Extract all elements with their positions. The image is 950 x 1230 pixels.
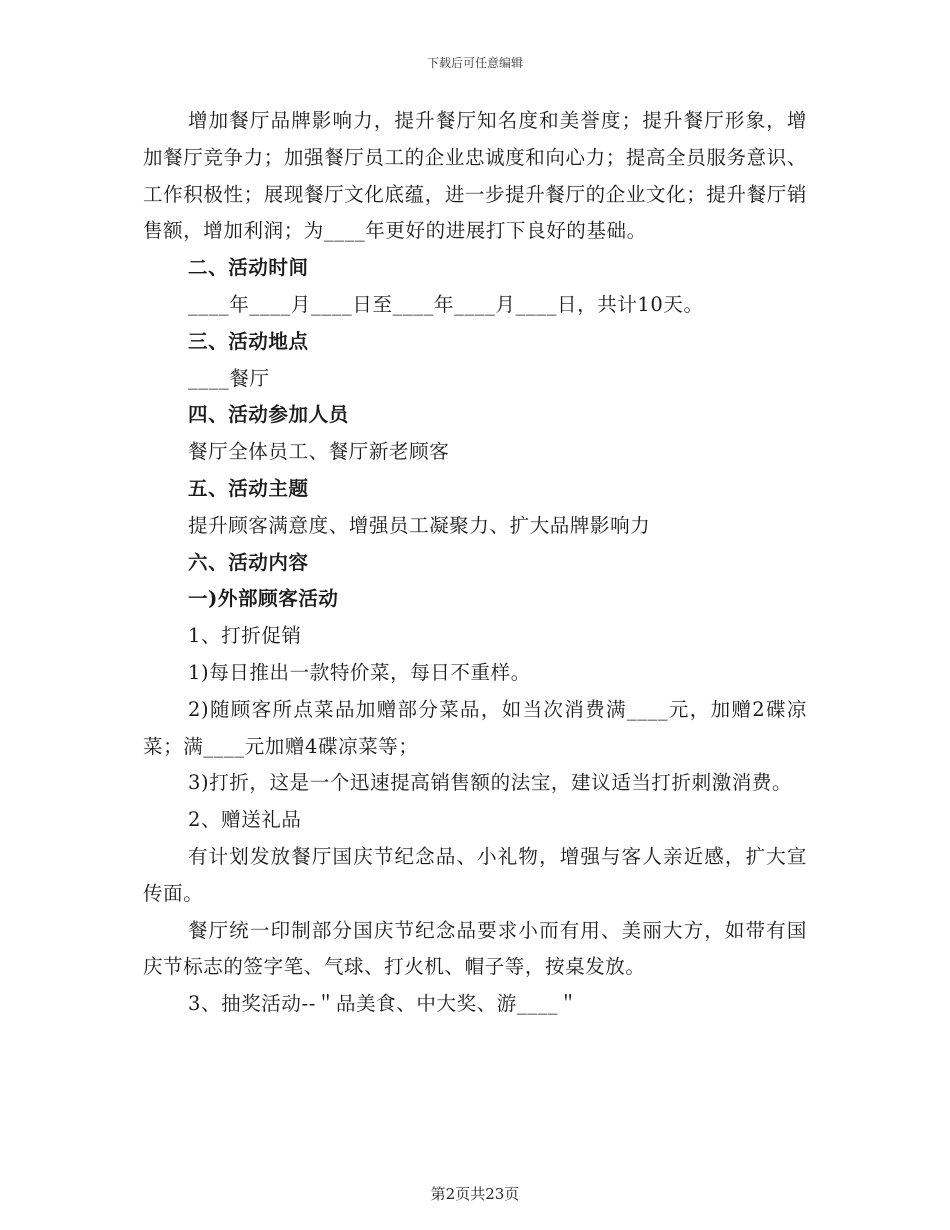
item-1-heading: 1、打折促销 <box>188 624 302 648</box>
section-6-subheading: 一)外部顾客活动 <box>188 587 339 611</box>
item-1-point-b: 2)随顾客所点菜品加赠部分菜品，如当次消费满____元，加赠2碟凉菜；满____元加赠4碟凉菜等； <box>143 697 807 758</box>
item-2-paragraph-b: 餐厅统一印制部分国庆节纪念品要求小而有用、美丽大方，如带有国庆节标志的签字笔、气球、打火机、帽子等，按桌发放。 <box>143 918 807 979</box>
section-4-heading: 四、活动参加人员 <box>188 403 349 427</box>
section-5-text: 提升顾客满意度、增强员工凝聚力、扩大品牌影响力 <box>188 513 651 537</box>
item-2-heading: 2、赠送礼品 <box>188 808 302 832</box>
section-4-text: 餐厅全体员工、餐厅新老顾客 <box>188 440 450 464</box>
item-1-point-a: 1)每日推出一款特价菜，每日不重样。 <box>188 660 531 684</box>
intro-paragraph: 增加餐厅品牌影响力，提升餐厅知名度和美誉度；提升餐厅形象，增加餐厅竞争力；加强餐厅员工的企业忠诚度和向心力；提高全员服务意识、工作积极性；展现餐厅文化底蕴，进一步提升餐厅的企业文化；提升餐厅销售额，增加利润；为____年更好的进展打下良好的基础。 <box>143 109 807 243</box>
page-footer-number: 第2页共23页 <box>430 1185 520 1203</box>
section-2-heading: 二、活动时间 <box>188 256 309 280</box>
item-3-heading: 3、抽奖活动--＂品美食、中大奖、游____＂ <box>188 992 579 1016</box>
section-3-text: ____餐厅 <box>188 366 270 390</box>
section-2-text: ____年____月____日至____年____月____日，共计10天。 <box>188 292 704 316</box>
section-5-heading: 五、活动主题 <box>188 476 309 500</box>
item-1-point-c: 3)打折，这是一个迅速提高销售额的法宝，建议适当打折刺激消费。 <box>188 771 793 795</box>
section-3-heading: 三、活动地点 <box>188 329 309 353</box>
section-6-heading: 六、活动内容 <box>188 550 309 574</box>
page-header-note: 下载后可任意编辑 <box>426 56 523 70</box>
item-2-paragraph-a: 有计划发放餐厅国庆节纪念品、小礼物，增强与客人亲近感，扩大宣传面。 <box>143 844 807 905</box>
document-body <box>143 103 807 1023</box>
